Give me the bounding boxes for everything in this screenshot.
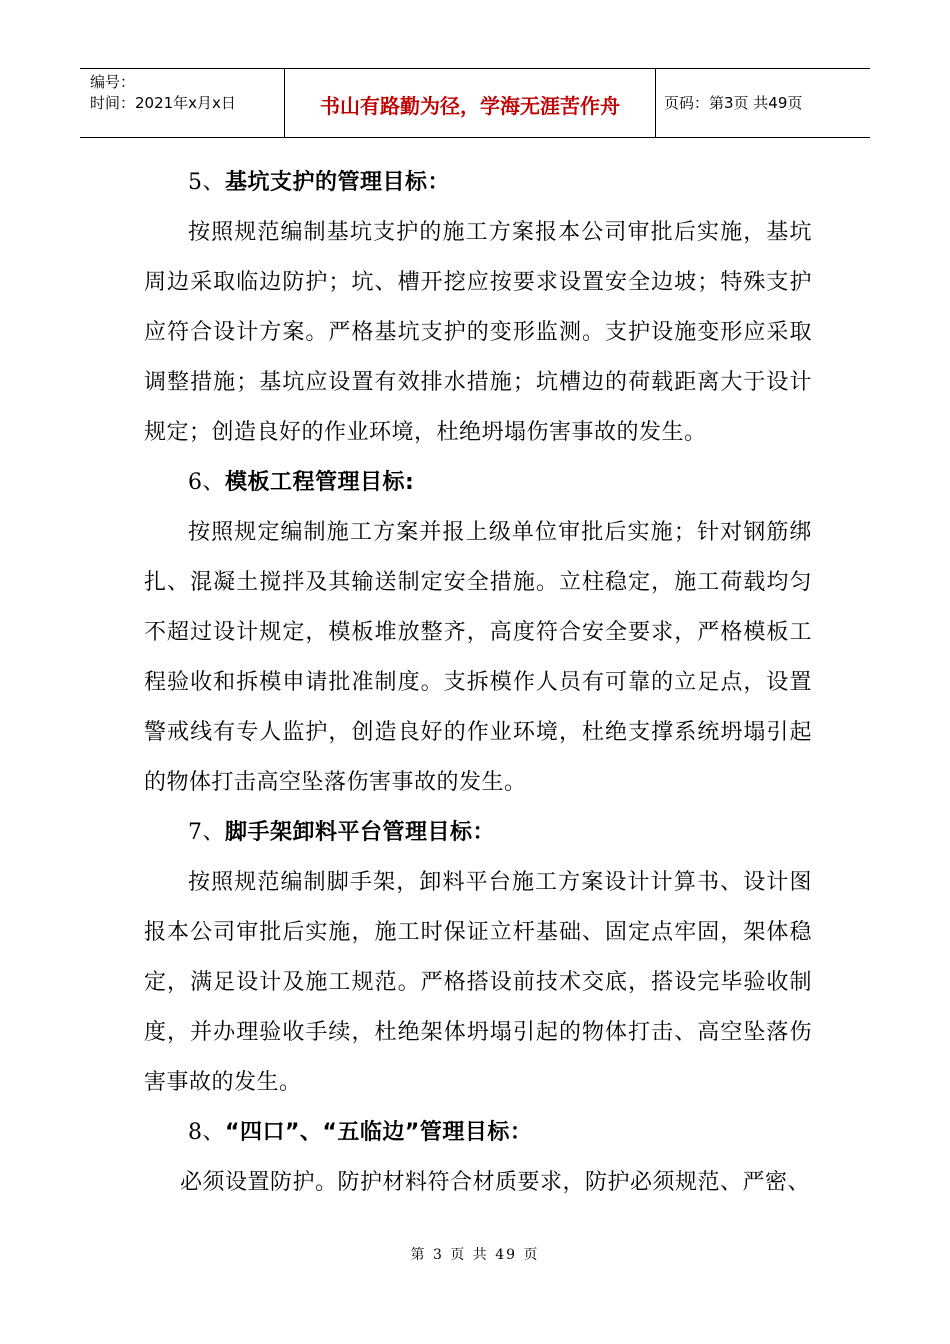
section-paragraph-8: 必须设置防护。防护材料符合材质要求，防护必须规范、严密、 [180, 1170, 811, 1195]
header-number-label: 编号： [90, 73, 136, 91]
header-meta-cell [80, 69, 285, 137]
page-footer: 第 3 页 共 49 页 [410, 1247, 540, 1263]
page-header [80, 68, 870, 138]
section-number: 6、 [188, 470, 225, 495]
section-paragraph-6: 按照规定编制施工方案并报上级单位审批后实施；针对钢筋绑扎、混凝土搅拌及其输送制定安全措施。立柱稳定，施工荷载均匀不超过设计规定，模板堆放整齐，高度符合安全要求，严格模板工程验收和拆模申请批准制度。支拆模作人员有可靠的立足点，设置警戒线有专人监护，创造良好的作业环境，杜绝支撑系统坍塌引起的物体打击高空坠落伤害事故的发生。 [144, 520, 812, 795]
section-heading-8 [144, 1108, 812, 1158]
section-number: 5、 [188, 170, 225, 195]
header-date: 时间：2021年x月x日 [90, 94, 236, 112]
header-motto: 书山有路勤为径，学海无涯苦作舟 [320, 94, 620, 118]
section-title: 脚手架卸料平台管理目标： [225, 820, 496, 845]
header-page-info: 页码：第3页 共49页 [664, 94, 803, 112]
section-title: 模板工程管理目标: [225, 470, 415, 495]
section-title: 基坑支护的管理目标： [225, 170, 451, 195]
section-heading-6 [144, 458, 812, 508]
section-heading-7 [144, 808, 812, 858]
section-paragraph-7: 按照规范编制脚手架，卸料平台施工方案设计计算书、设计图报本公司审批后实施，施工时保证立杆基础、固定点牢固，架体稳定，满足设计及施工规范。严格搭设前技术交底，搭设完毕验收制度，并办理验收手续，杜绝架体坍塌引起的物体打击、高空坠落伤害事故的发生。 [144, 870, 812, 1095]
section-paragraph-5: 按照规范编制基坑支护的施工方案报本公司审批后实施，基坑周边采取临边防护；坑、槽开挖应按要求设置安全边坡；特殊支护应符合设计方案。严格基坑支护的变形监测。支护设施变形应采取调整措施；基坑应设置有效排水措施；坑槽边的荷载距离大于设计规定；创造良好的作业环境，杜绝坍塌伤害事故的发生。 [144, 220, 812, 445]
document-body [144, 158, 812, 1208]
section-title: “四口”、“五临边”管理目标： [225, 1120, 533, 1145]
section-number: 7、 [188, 820, 225, 845]
section-number: 8、 [188, 1120, 225, 1145]
header-motto-cell [285, 69, 656, 137]
section-heading-5 [144, 158, 812, 208]
header-page-cell [656, 69, 870, 137]
